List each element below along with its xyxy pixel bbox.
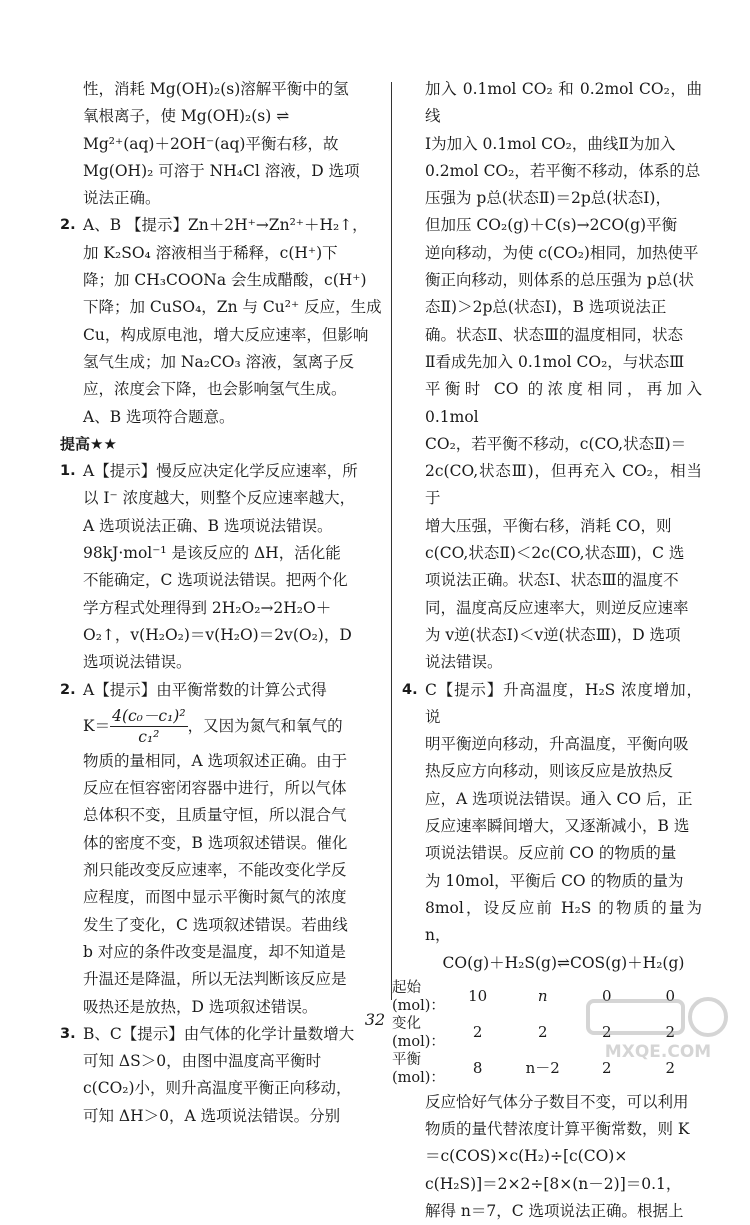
item-number: 2. bbox=[60, 217, 76, 234]
text-line: Cu，构成原电池，增大反应速率，但影响 bbox=[83, 325, 369, 344]
page-number: 32 bbox=[364, 1010, 386, 1029]
text-line: 氧根离子，使 Mg(OH)₂(s) ⇌ bbox=[83, 107, 290, 126]
text-line: 项说法错误。反应前 CO 的物质的量 bbox=[425, 844, 677, 863]
text-line: b 对应的条件改变是温度，却不知道是 bbox=[83, 942, 346, 961]
text-line: 物质的量代替浓度计算平衡常数，则 K bbox=[425, 1120, 690, 1139]
text-line: 2c(CO,状态Ⅲ)，但再充入 CO₂，相当于 bbox=[425, 462, 702, 508]
row-label-line: 变化 bbox=[392, 1015, 421, 1032]
text-line: B、C【提示】由气体的化学计量数增大 bbox=[83, 1024, 355, 1043]
text-line: 增大压强，平衡右移，消耗 CO，则 bbox=[425, 516, 672, 535]
column-divider bbox=[391, 82, 392, 1000]
text-line: c(H₂S)]＝2×2÷[8×(n－2)]＝0.1， bbox=[425, 1174, 682, 1193]
text-line: 加 K₂SO₄ 溶液相当于稀释，c(H⁺)下 bbox=[83, 243, 338, 262]
table-cell: 10 bbox=[468, 987, 488, 1006]
row-label-line: 起始 bbox=[392, 979, 421, 996]
formula-line bbox=[83, 704, 382, 748]
text-line: 压强为 p总(状态Ⅱ)＝2p总(状态Ⅰ)， bbox=[425, 189, 671, 208]
table-cell: 2 bbox=[602, 1023, 612, 1042]
text-line: 发生了变化，C 选项叙述错误。若曲线 bbox=[83, 915, 348, 934]
text-line: 剂只能改变反应速率，不能改变化学反 bbox=[83, 861, 347, 880]
item-number: 3. bbox=[60, 1025, 76, 1042]
table-cell: 0 bbox=[665, 987, 676, 1006]
text-line: Ⅱ看成先加入 0.1mol CO₂，与状态Ⅲ bbox=[425, 352, 685, 371]
watermark-logo bbox=[578, 993, 738, 1063]
table-cell: 8 bbox=[472, 1059, 483, 1078]
text-line: 为 v逆(状态Ⅰ)＜v逆(状态Ⅲ)，D 选项 bbox=[425, 625, 681, 644]
text-line: 解得 n＝7，C 选项说法正确。根据上 bbox=[425, 1201, 684, 1220]
item-number: 1. bbox=[60, 463, 76, 480]
fraction bbox=[110, 706, 187, 747]
text-line: 说法正确。 bbox=[83, 189, 161, 208]
row-label-line: (mol)： bbox=[392, 1033, 445, 1050]
text-line: O₂↑，v(H₂O₂)＝v(H₂O)＝2v(O₂)，D bbox=[83, 625, 352, 644]
formula-suffix: ，又因为氮气和氧气的 bbox=[187, 716, 343, 735]
table-cell: n bbox=[537, 987, 548, 1006]
text-line: 但加压 CO₂(g)＋C(s)→2CO(g)平衡 bbox=[425, 216, 678, 235]
text-line: C【提示】升高温度，H₂S 浓度增加，说 bbox=[425, 680, 702, 726]
text-line: 说法错误。 bbox=[425, 653, 503, 672]
text-line: 氢气生成；加 Na₂CO₃ 溶液，氢离子反 bbox=[83, 352, 355, 371]
fraction-denominator: c₁² bbox=[138, 728, 160, 747]
continued-paragraph bbox=[402, 76, 702, 677]
row-label bbox=[392, 1051, 445, 1087]
text-line: c(CO₂)小，则升高温度平衡正向移动， bbox=[83, 1079, 352, 1098]
text-line: 应，浓度会下降，也会影响氢气生成。 bbox=[83, 380, 347, 399]
text-line: A【提示】由平衡常数的计算公式得 bbox=[83, 680, 327, 699]
text-line: 总体积不变，且质量守恒，所以混合气 bbox=[83, 806, 347, 825]
text-line: 性，消耗 Mg(OH)₂(s)溶解平衡中的氢 bbox=[83, 80, 349, 98]
text-line: 不能确定，C 选项说法错误。把两个化 bbox=[83, 571, 348, 590]
item-number: 4. bbox=[402, 681, 418, 698]
fraction-numerator: 4(c₀－c₁)² bbox=[112, 707, 186, 726]
text-line: 反应速率瞬间增大，又逐渐减小，B 选 bbox=[425, 817, 690, 836]
reaction-equation: CO(g)＋H₂S(g)⇌COS(g)＋H₂(g) bbox=[442, 953, 685, 972]
text-line: 逆向移动，为使 c(CO₂)相同，加热使平 bbox=[425, 243, 699, 262]
text-line: A、B 【提示】Zn＋2H⁺→Zn²⁺＋H₂↑， bbox=[83, 216, 368, 235]
answer-item-2 bbox=[60, 212, 382, 430]
text-line: 0.2mol CO₂，若平衡不移动，体系的总 bbox=[425, 161, 701, 180]
text-line: 加入 0.1mol CO₂ 和 0.2mol CO₂，曲线 bbox=[425, 80, 702, 126]
text-line: A、B 选项符合题意。 bbox=[83, 407, 235, 426]
text-line: ＝c(COS)×c(H₂)÷[c(CO)× bbox=[425, 1147, 628, 1166]
continued-paragraph bbox=[60, 76, 382, 212]
text-line: 选项说法错误。 bbox=[83, 653, 192, 672]
text-line: 8mol，设反应前 H₂S 的物质的量为 n， bbox=[425, 898, 702, 945]
text-line: 同，温度高反应速率大，则逆反应速率 bbox=[425, 598, 689, 617]
table-cell: 2 bbox=[472, 1023, 483, 1042]
row-label-line: (mol)： bbox=[392, 997, 445, 1014]
text-line: 以 I⁻ 浓度越大，则整个反应速率越大， bbox=[83, 489, 356, 508]
text-line: Ⅰ为加入 0.1mol CO₂，曲线Ⅱ为加入 bbox=[425, 134, 676, 153]
text-line: 项说法正确。状态Ⅰ、状态Ⅲ的温度不 bbox=[425, 571, 679, 590]
text-line: 降；加 CH₃COONa 会生成醋酸，c(H⁺) bbox=[83, 271, 367, 290]
text-line: 可知 ΔH＞0，A 选项说法错误。分别 bbox=[83, 1106, 341, 1125]
text-line: 应程度，而图中显示平衡时氮气的浓度 bbox=[83, 888, 347, 907]
text-line: 为 10mol，平衡后 CO 的物质的量为 bbox=[425, 871, 684, 890]
item-number: 2. bbox=[60, 681, 76, 698]
text-line: 学方程式处理得到 2H₂O₂→2H₂O＋ bbox=[83, 598, 332, 617]
text-line: A 选项说法正确、B 选项说法错误。 bbox=[83, 516, 333, 535]
text-line: CO₂，若平衡不移动，c(CO,状态Ⅱ)＝ bbox=[425, 434, 687, 453]
text-line: Mg²⁺(aq)＋2OH⁻(aq)平衡右移，故 bbox=[83, 134, 339, 153]
text-line: 可知 ΔS＞0，由图中温度高平衡时 bbox=[83, 1052, 322, 1071]
text-line: A【提示】慢反应决定化学反应速率，所 bbox=[83, 462, 358, 481]
answer-item-1 bbox=[60, 458, 382, 676]
text-line: 体的密度不变，B 选项叙述错误。催化 bbox=[83, 833, 348, 852]
left-column bbox=[60, 76, 382, 1130]
text-line: 平衡时 CO 的浓度相同，再加入 0.1mol bbox=[425, 380, 702, 426]
text-line: 明平衡逆向移动，升高温度，平衡向吸 bbox=[425, 735, 689, 754]
text-line: 衡正向移动，则体系的总压强为 p总(状 bbox=[425, 271, 694, 290]
text-line: 热反应方向移动，则该反应是放热反 bbox=[425, 762, 674, 781]
answer-item-4 bbox=[402, 677, 702, 977]
table-cell: n－2 bbox=[525, 1059, 560, 1078]
text-line: 应，A 选项说法错误。通入 CO 后，正 bbox=[425, 789, 693, 808]
text-line: 下降；加 CuSO₄，Zn 与 Cu²⁺ 反应，生成 bbox=[83, 298, 382, 317]
table-cell: 2 bbox=[602, 1059, 612, 1078]
text-line: Mg(OH)₂ 可溶于 NH₄Cl 溶液，D 选项 bbox=[83, 161, 360, 180]
table-cell: 2 bbox=[665, 1059, 676, 1078]
text-line: 98kJ·mol⁻¹ 是该反应的 ΔH，活化能 bbox=[83, 544, 341, 563]
text-line: 态Ⅱ)＞2p总(状态Ⅰ)，B 选项说法正 bbox=[425, 298, 667, 317]
section-heading: 提高★★ bbox=[60, 434, 117, 453]
text-line: 反应在恒容密闭容器中进行，所以气体 bbox=[83, 779, 347, 798]
watermark-text: MXQE.COM bbox=[604, 1042, 712, 1062]
text-line: 吸热还是放热，D 选项叙述错误。 bbox=[83, 997, 318, 1016]
answer-item-2b bbox=[60, 677, 382, 1021]
text-line: 确。状态Ⅱ、状态Ⅲ的温度相同，状态 bbox=[425, 325, 683, 344]
row-label-line: 平衡 bbox=[392, 1051, 421, 1068]
table-cell: 2 bbox=[537, 1023, 548, 1042]
text-line: 物质的量相同，A 选项叙述正确。由于 bbox=[83, 751, 348, 770]
table-cell: 0 bbox=[602, 987, 612, 1006]
row-label-line: (mol)： bbox=[392, 1069, 445, 1086]
text-line: 反应恰好气体分子数目不变，可以利用 bbox=[425, 1092, 689, 1111]
formula-prefix: K＝ bbox=[83, 716, 111, 735]
continued-paragraph bbox=[402, 1089, 702, 1225]
text-line: 升温还是降温，所以无法判断该反应是 bbox=[83, 970, 347, 989]
answer-item-3 bbox=[60, 1021, 382, 1130]
table-cell: 2 bbox=[665, 1023, 676, 1042]
text-line: c(CO,状态Ⅱ)＜2c(CO,状态Ⅲ)，C 选 bbox=[425, 544, 685, 563]
